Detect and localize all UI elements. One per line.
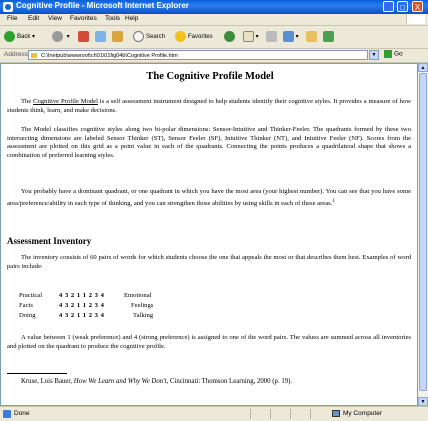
word-pair-left: Practical — [19, 292, 43, 299]
print-icon — [266, 31, 277, 42]
word-pair-right: Feelings — [131, 302, 154, 309]
toolbar — [0, 26, 428, 49]
window-title: Cognitive Profile - Microsoft Internet Explorer — [16, 1, 189, 10]
word-pair-left: Doing — [19, 312, 36, 319]
menu-tools[interactable]: Tools — [105, 15, 121, 22]
cognitive-profile-link[interactable]: Cognitive Profile Model — [33, 98, 98, 105]
minimize-button[interactable]: _ — [383, 1, 394, 12]
star-icon — [175, 31, 186, 42]
status-divider — [310, 409, 311, 419]
status-text: Done — [14, 410, 30, 417]
discuss-button[interactable] — [306, 30, 317, 44]
footnote-divider — [7, 373, 67, 374]
mail-icon — [243, 31, 254, 42]
menu-bar — [0, 14, 428, 26]
word-pair-right: Emotional — [124, 292, 152, 299]
model-paragraph: The Model classifies cognitive styles along two bi-polar dimensions: Sensor-Intuitive and Thinker-Feeler. The quadrants formed by these two intersecting dimensions are labeled Sensor Thinker (ST), Sensor Feeler (SF), Intuitive Thinker (NT), and Intuitive Feeler (NF). Scores from the assessment are plotted on this grid as a point value in each of the quadrants. Connecting the points produces a quadrilateral shape that shows a combination of preferred learning styles. — [7, 126, 411, 159]
address-dropdown-button[interactable]: ▼ — [369, 50, 379, 60]
messenger-icon — [323, 31, 334, 42]
values-paragraph: A value between 1 (weak preference) and 4 (strong preference) is assigned to one of the word pairs. The values are summed across all inventories and plotted on the quadrant to produce the cognitive profile. — [7, 334, 411, 350]
footnote-ref: 1 — [332, 197, 336, 204]
page-title: The Cognitive Profile Model — [146, 71, 274, 82]
word-pair-scale: 4 3 2 1 1 2 3 4 — [59, 292, 105, 299]
menu-help[interactable]: Help — [125, 15, 139, 22]
inventory-paragraph: The inventory consists of 60 pairs of words for which students choose the one that appeals the most or that describes them best. Examples of word pairs include: — [7, 254, 411, 270]
search-button[interactable]: Search — [133, 30, 165, 44]
status-divider — [290, 409, 291, 419]
zone-label: My Computer — [343, 410, 383, 417]
status-divider — [250, 409, 251, 419]
maximize-button[interactable]: □ — [397, 1, 408, 12]
folder-icon — [306, 31, 317, 42]
ie-icon — [3, 2, 13, 12]
back-arrow-icon — [4, 31, 15, 42]
refresh-button[interactable] — [95, 30, 106, 44]
section-heading: Assessment Inventory — [7, 236, 92, 246]
home-icon — [112, 31, 123, 42]
address-input[interactable]: C:\Inetpub\wwwroot\ch01\01fig04b\Cognitive Profile.htm — [28, 50, 368, 60]
window-titlebar[interactable] — [0, 0, 428, 14]
page-content — [0, 63, 418, 406]
search-icon — [133, 31, 144, 42]
favorites-button[interactable]: Favorites — [175, 30, 213, 44]
menu-file[interactable]: File — [7, 15, 18, 22]
footnote: Kruse, Lois Bauer, How We Learn and Why We Don't, Cincinnati: Thomson Learning, 2000 (p. 19). — [21, 378, 293, 385]
back-button[interactable]: Back ▾ — [4, 30, 35, 44]
word-pair-left: Facts — [19, 302, 33, 309]
go-button[interactable]: Go — [384, 50, 403, 58]
word-pair-scale: 4 3 2 1 1 2 3 4 — [59, 302, 105, 309]
scroll-down-button[interactable]: ▼ — [418, 397, 428, 406]
menu-edit[interactable]: Edit — [28, 15, 40, 22]
stop-button[interactable] — [78, 30, 89, 44]
status-bar — [0, 406, 428, 421]
edit-button[interactable]: ▾ — [283, 30, 299, 44]
edit-icon — [283, 31, 294, 42]
word-pair-scale: 4 3 2 1 1 2 3 4 — [59, 312, 105, 319]
vertical-scrollbar[interactable] — [418, 63, 428, 406]
mail-button[interactable]: ▾ — [243, 30, 259, 44]
stop-icon — [78, 31, 89, 42]
print-button[interactable] — [266, 30, 277, 44]
forward-arrow-icon — [52, 31, 63, 42]
forward-button[interactable]: ▾ — [52, 30, 70, 44]
menu-view[interactable]: View — [48, 15, 62, 22]
history-button[interactable] — [224, 30, 237, 44]
scroll-up-button[interactable]: ▲ — [418, 63, 428, 72]
messenger-button[interactable] — [323, 30, 334, 44]
word-pair-row — [19, 312, 199, 321]
close-button[interactable]: X — [412, 1, 423, 12]
address-label: Address — [4, 51, 28, 58]
home-button[interactable] — [112, 30, 123, 44]
word-pair-row — [19, 292, 199, 301]
windows-logo-icon — [406, 14, 425, 24]
word-pair-right: Talking — [133, 312, 154, 319]
scrollbar-thumb[interactable] — [419, 73, 427, 391]
refresh-icon — [95, 31, 106, 42]
intro-paragraph: The Cognitive Profile Model is a self assessment instrument designed to help students identify their cognitive styles. It provides a measure of how students think, learn, and make decisions. — [7, 98, 411, 114]
dominant-quadrant-paragraph: You probably have a dominant quadrant, or one quadrant in which you have the most area (your highest number). You can see that you have some area/preference/ability in each type of thinking, and you can strengthen those abilities by using skills in each of these areas.$^1$ — [7, 188, 411, 207]
status-divider — [270, 409, 271, 419]
go-arrow-icon — [384, 50, 392, 58]
history-icon — [224, 31, 235, 42]
word-pair-row — [19, 302, 199, 311]
menu-favorites[interactable]: Favorites — [70, 15, 97, 22]
address-bar — [0, 49, 428, 63]
